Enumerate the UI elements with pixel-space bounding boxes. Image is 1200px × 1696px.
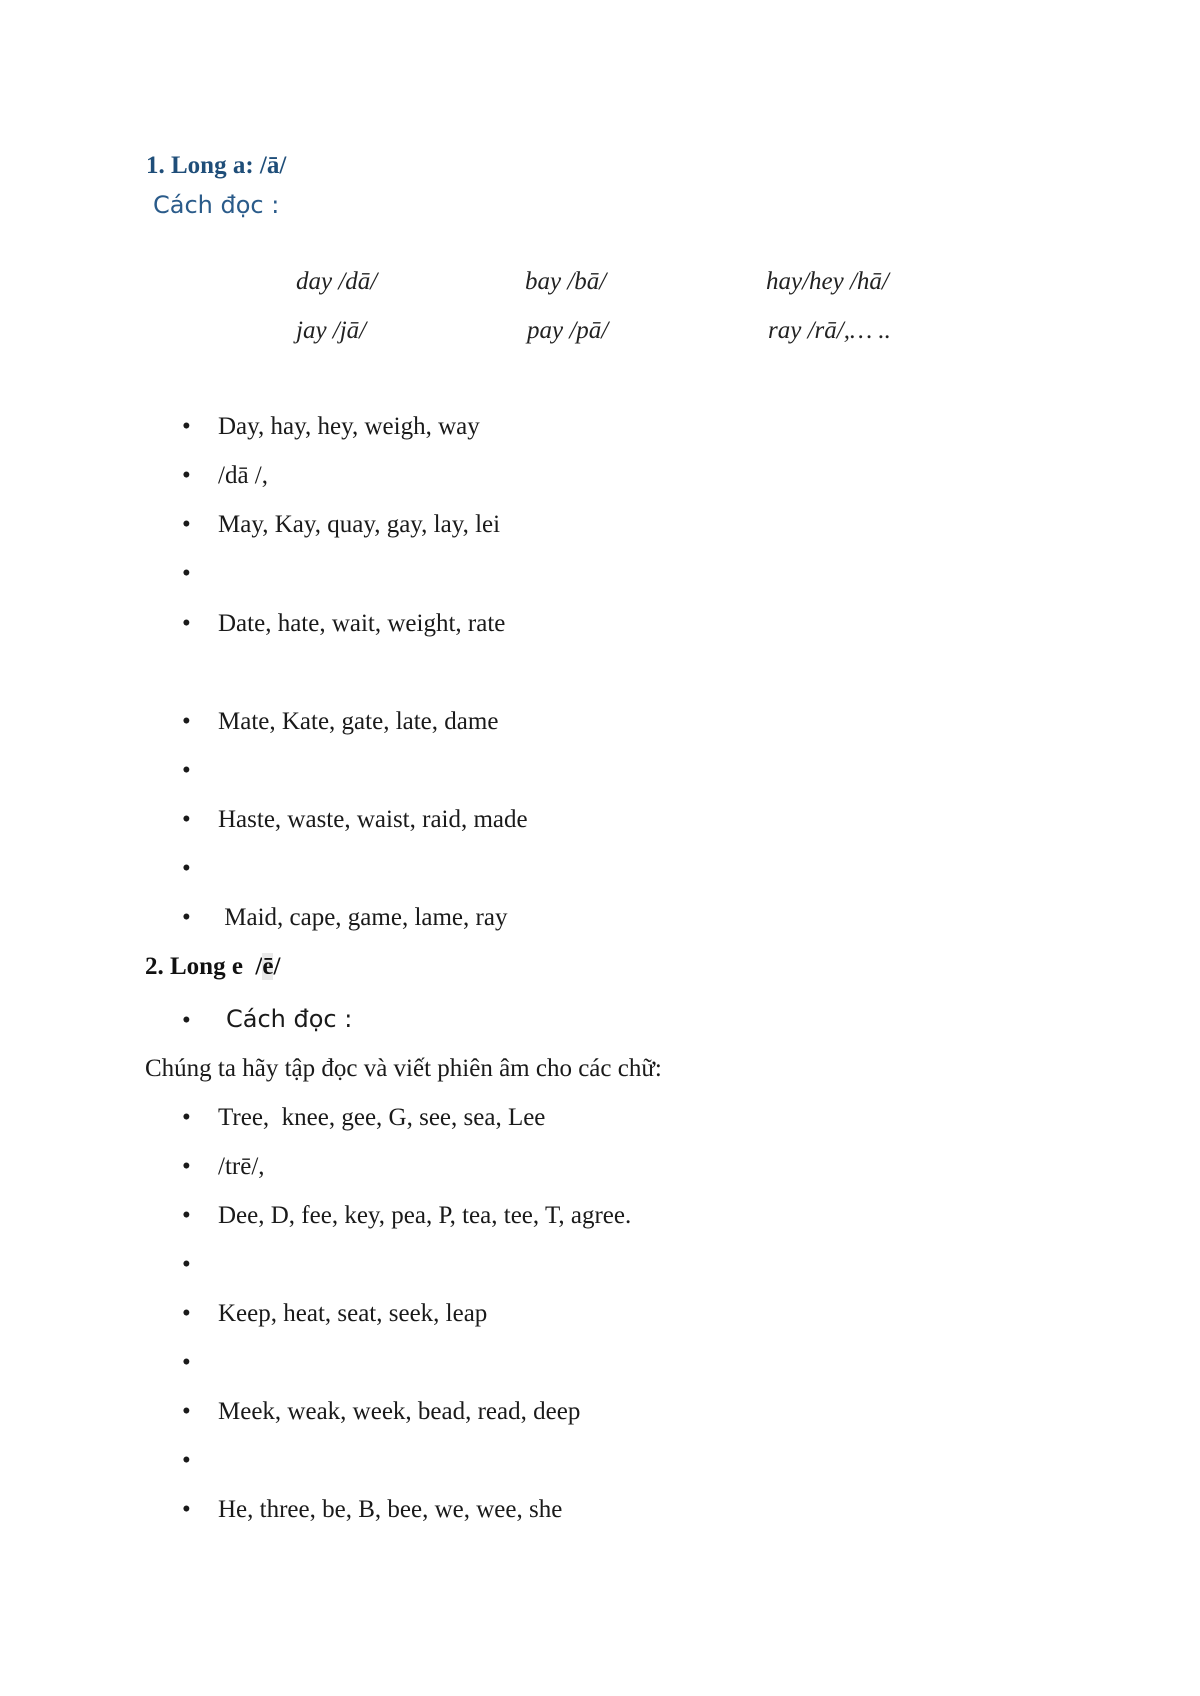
section-2-heading-suffix: / — [273, 953, 281, 980]
bullet: • — [182, 413, 191, 440]
section-2-cach-doc: Cách đọc : — [226, 1005, 353, 1033]
bullet: • — [182, 904, 191, 931]
bullet: • — [182, 1202, 191, 1229]
section-2-intro: Chúng ta hãy tập đọc và viết phiên âm cho các chữ: — [145, 1055, 662, 1082]
bullet: • — [182, 511, 191, 538]
bullet: • — [182, 1349, 191, 1376]
bullet: • — [182, 1251, 191, 1278]
ipa-jay: jay /jā/ — [296, 317, 367, 344]
bullet: • — [182, 1007, 191, 1034]
ipa-bay: bay /bā/ — [525, 268, 607, 295]
bullet: • — [182, 1398, 191, 1425]
bullet: • — [182, 610, 191, 637]
ipa-ray: ray /rā/,… .. — [768, 317, 891, 344]
bullet: • — [182, 757, 191, 784]
bullet: • — [182, 806, 191, 833]
bullet: • — [182, 708, 191, 735]
bullet: • — [182, 855, 191, 882]
ipa-day: day /dā/ — [296, 268, 378, 295]
bullet: • — [182, 1104, 191, 1131]
section-2-heading-prefix: 2. Long e / — [145, 953, 263, 980]
section-2-heading-symbol: ē — [262, 953, 274, 980]
section-1-heading: 1. Long a: /ā/ — [146, 152, 287, 179]
ipa-hay-hey: hay/hey /hā/ — [766, 268, 889, 295]
ipa-pay: pay /pā/ — [527, 317, 609, 344]
section-2-heading — [145, 953, 280, 981]
bullet: • — [182, 1496, 191, 1523]
bullet: • — [182, 560, 191, 587]
bullet: • — [182, 1447, 191, 1474]
bullet: • — [182, 462, 191, 489]
bullet: • — [182, 1153, 191, 1180]
bullet: • — [182, 1300, 191, 1327]
section-1-cach-doc: Cách đọc : — [153, 191, 280, 219]
